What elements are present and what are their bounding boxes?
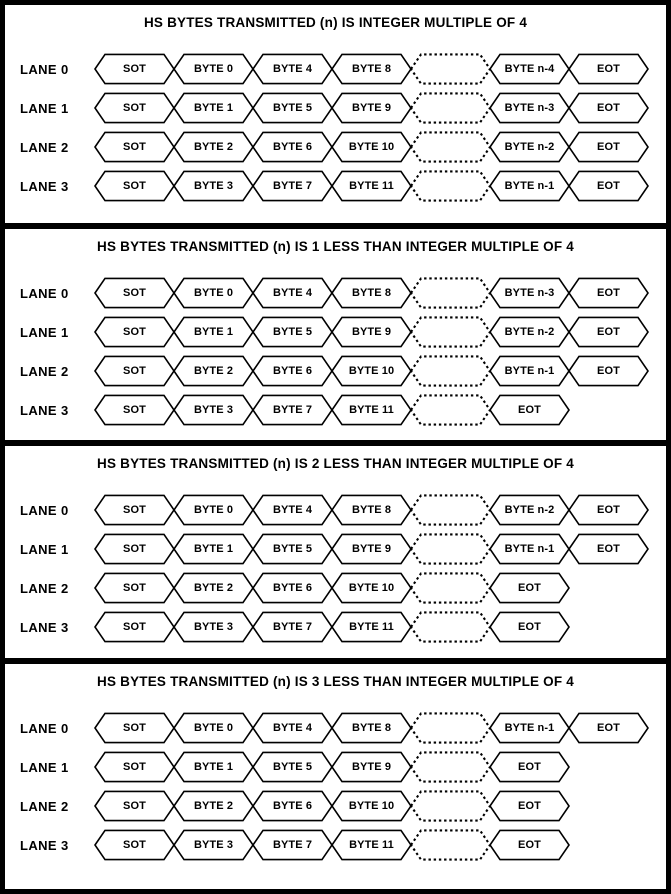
bus-segment-label: SOT — [123, 760, 146, 773]
panel-multiple-of-4 — [5, 5, 666, 223]
panel-title: HS BYTES TRANSMITTED (n) IS INTEGER MULTIPLE OF 4 — [143, 15, 528, 30]
bus-segment — [253, 494, 332, 526]
bus-segment-label: BYTE 2 — [193, 581, 234, 594]
bus-segment-label: BYTE 3 — [193, 838, 234, 851]
panel-title: HS BYTES TRANSMITTED (n) IS 3 LESS THAN INTEGER MULTIPLE OF 4 — [97, 674, 574, 689]
lane-row — [5, 790, 666, 822]
panel-title: HS BYTES TRANSMITTED (n) IS 1 LESS THAN INTEGER MULTIPLE OF 4 — [97, 239, 574, 254]
lane-label: LANE 2 — [20, 580, 69, 596]
bus-segment — [490, 92, 569, 124]
bus-segment — [253, 92, 332, 124]
bus-segment-label — [419, 533, 482, 564]
bus-segment-label — [419, 394, 482, 425]
bus-segment-label: EOT — [597, 364, 620, 377]
bus-segment — [174, 572, 253, 604]
bus-segment-label: BYTE 7 — [272, 403, 313, 416]
bus-segment — [332, 494, 411, 526]
bus-segment-label: EOT — [597, 286, 620, 299]
lane-cells — [95, 494, 648, 526]
bus-segment-label: BYTE 3 — [193, 403, 234, 416]
bus-segment — [490, 394, 569, 426]
bus-segment-label: SOT — [123, 620, 146, 633]
bus-segment — [332, 829, 411, 861]
bus-segment-continuation — [411, 712, 490, 744]
bus-segment-label: SOT — [123, 581, 146, 594]
lane-row — [5, 355, 666, 387]
bus-segment-label: BYTE 5 — [272, 101, 313, 114]
bus-segment-label: EOT — [597, 325, 620, 338]
bus-segment — [174, 394, 253, 426]
lane-cells — [95, 829, 569, 861]
bus-segment — [332, 92, 411, 124]
bus-segment-label: BYTE n-2 — [504, 503, 555, 516]
bus-segment-continuation — [411, 533, 490, 565]
bus-segment — [490, 751, 569, 783]
bus-segment — [95, 277, 174, 309]
bus-segment-label: BYTE 11 — [349, 620, 394, 633]
bus-segment-label: BYTE 1 — [193, 542, 234, 555]
bus-segment-label — [419, 790, 482, 821]
bus-segment — [174, 277, 253, 309]
bus-segment — [569, 533, 648, 565]
bus-segment — [332, 712, 411, 744]
bus-segment-label: BYTE 10 — [348, 581, 395, 594]
lane-row — [5, 572, 666, 604]
bus-segment-label: SOT — [123, 838, 146, 851]
bus-segment — [95, 572, 174, 604]
lane-label: LANE 0 — [20, 720, 69, 736]
bus-segment — [253, 829, 332, 861]
lane-label: LANE 2 — [20, 363, 69, 379]
bus-segment — [174, 131, 253, 163]
lane-cells — [95, 394, 569, 426]
panel-2-less-than-multiple-of-4 — [5, 440, 666, 658]
lane-row — [5, 829, 666, 861]
lane-label: LANE 2 — [20, 798, 69, 814]
bus-segment — [332, 572, 411, 604]
bus-segment-label: EOT — [597, 101, 620, 114]
bus-segment-label: BYTE 10 — [348, 799, 395, 812]
bus-segment-label: EOT — [518, 581, 541, 594]
bus-segment-label: BYTE 0 — [193, 286, 234, 299]
lane-label: LANE 1 — [20, 100, 69, 116]
bus-segment — [174, 355, 253, 387]
bus-segment-label: EOT — [597, 503, 620, 516]
bus-segment-label: BYTE 7 — [272, 838, 313, 851]
bus-segment — [490, 131, 569, 163]
bus-segment — [569, 131, 648, 163]
lane-label: LANE 0 — [20, 502, 69, 518]
bus-segment-label: SOT — [123, 364, 146, 377]
bus-segment-label: BYTE 1 — [193, 325, 234, 338]
lane-row — [5, 170, 666, 202]
bus-segment-continuation — [411, 751, 490, 783]
bus-segment-label: BYTE 11 — [349, 179, 394, 192]
bus-segment — [332, 131, 411, 163]
bus-segment — [253, 394, 332, 426]
bus-segment-label: EOT — [518, 620, 541, 633]
bus-segment-label — [419, 611, 482, 642]
lane-label: LANE 1 — [20, 324, 69, 340]
bus-segment-label: BYTE 0 — [193, 62, 234, 75]
bus-segment-label: BYTE 9 — [351, 325, 392, 338]
bus-segment-continuation — [411, 316, 490, 348]
bus-segment — [174, 494, 253, 526]
bus-segment — [174, 92, 253, 124]
bus-segment-label: SOT — [123, 101, 146, 114]
bus-segment-label: EOT — [518, 838, 541, 851]
bus-segment-continuation — [411, 53, 490, 85]
bus-segment-label — [419, 170, 482, 201]
bus-segment-label: SOT — [123, 542, 146, 555]
lane-label: LANE 2 — [20, 139, 69, 155]
lane-label: LANE 3 — [20, 402, 69, 418]
bus-segment-label — [419, 712, 482, 743]
bus-segment-label: BYTE 9 — [351, 542, 392, 555]
lane-cells — [95, 790, 569, 822]
bus-segment — [253, 572, 332, 604]
lane-cells — [95, 751, 569, 783]
bus-segment-label: EOT — [518, 760, 541, 773]
lane-label: LANE 3 — [20, 178, 69, 194]
lane-label: LANE 1 — [20, 759, 69, 775]
bus-segment-label: BYTE 5 — [272, 325, 313, 338]
bus-segment-label: BYTE n-3 — [504, 101, 555, 114]
bus-segment-label: BYTE 9 — [351, 101, 392, 114]
bus-segment — [95, 751, 174, 783]
bus-segment — [174, 170, 253, 202]
bus-segment — [95, 355, 174, 387]
bus-segment-continuation — [411, 790, 490, 822]
bus-segment-label: BYTE 7 — [272, 179, 313, 192]
bus-segment-label: BYTE 2 — [193, 140, 234, 153]
bus-segment-label: BYTE 11 — [349, 403, 394, 416]
bus-segment-label: BYTE 6 — [272, 581, 313, 594]
bus-segment-label: BYTE 5 — [272, 760, 313, 773]
lane-cells — [95, 53, 648, 85]
lane-row — [5, 316, 666, 348]
bus-segment — [253, 751, 332, 783]
lane-row — [5, 394, 666, 426]
bus-segment — [490, 494, 569, 526]
bus-segment-label: SOT — [123, 403, 146, 416]
lane-cells — [95, 170, 648, 202]
bus-segment-label: BYTE n-1 — [504, 721, 555, 734]
lane-row — [5, 131, 666, 163]
bus-segment-label: BYTE 2 — [193, 364, 234, 377]
bus-segment-continuation — [411, 611, 490, 643]
bus-segment — [95, 611, 174, 643]
bus-segment — [332, 170, 411, 202]
lane-cells — [95, 355, 648, 387]
lane-label: LANE 1 — [20, 541, 69, 557]
lane-label: LANE 0 — [20, 61, 69, 77]
bus-segment-label: BYTE 10 — [348, 364, 395, 377]
bus-segment-label — [419, 316, 482, 347]
bus-segment — [174, 316, 253, 348]
lane-label: LANE 3 — [20, 837, 69, 853]
bus-segment — [95, 53, 174, 85]
bus-segment-label: BYTE n-1 — [504, 179, 555, 192]
bus-segment — [490, 712, 569, 744]
bus-segment — [253, 170, 332, 202]
lane-cells — [95, 611, 569, 643]
bus-segment-label — [419, 572, 482, 603]
bus-segment — [253, 53, 332, 85]
bus-segment-label: BYTE 5 — [272, 542, 313, 555]
bus-segment — [253, 790, 332, 822]
bus-segment — [490, 611, 569, 643]
bus-segment — [174, 533, 253, 565]
bus-segment — [569, 92, 648, 124]
bus-segment-label: SOT — [123, 799, 146, 812]
bus-segment-label: BYTE 3 — [193, 179, 234, 192]
bus-segment — [569, 712, 648, 744]
panel-title: HS BYTES TRANSMITTED (n) IS 2 LESS THAN INTEGER MULTIPLE OF 4 — [97, 456, 574, 471]
lane-row — [5, 494, 666, 526]
bus-segment-label: SOT — [123, 286, 146, 299]
bus-segment — [95, 494, 174, 526]
bus-segment — [332, 277, 411, 309]
bus-segment-label: BYTE n-2 — [504, 325, 555, 338]
bus-segment-label: BYTE 0 — [193, 721, 234, 734]
lane-row — [5, 53, 666, 85]
bus-segment-continuation — [411, 355, 490, 387]
bus-segment-continuation — [411, 277, 490, 309]
bus-segment-label: EOT — [597, 542, 620, 555]
lane-cells — [95, 712, 648, 744]
lane-cells — [95, 131, 648, 163]
bus-segment — [569, 355, 648, 387]
bus-segment-label: EOT — [597, 140, 620, 153]
bus-segment — [569, 494, 648, 526]
bus-segment-continuation — [411, 92, 490, 124]
bus-segment-label: SOT — [123, 721, 146, 734]
bus-segment-label: BYTE 1 — [193, 760, 234, 773]
bus-segment — [569, 316, 648, 348]
bus-segment-label: SOT — [123, 325, 146, 338]
bus-segment-label: BYTE 6 — [272, 140, 313, 153]
bus-segment — [490, 533, 569, 565]
bus-segment — [490, 790, 569, 822]
bus-segment-label — [419, 131, 482, 162]
bus-segment — [174, 790, 253, 822]
bus-segment-continuation — [411, 572, 490, 604]
bus-segment-label: BYTE n-4 — [504, 62, 555, 75]
bus-segment — [332, 394, 411, 426]
bus-segment-label: BYTE 8 — [351, 721, 392, 734]
bus-segment — [253, 611, 332, 643]
bus-segment-label: BYTE 8 — [351, 286, 392, 299]
bus-segment — [253, 712, 332, 744]
lane-label: LANE 3 — [20, 619, 69, 635]
bus-segment-label: BYTE 8 — [351, 62, 392, 75]
bus-segment — [332, 53, 411, 85]
bus-segment — [490, 829, 569, 861]
bus-segment-label: BYTE 10 — [348, 140, 395, 153]
bus-segment-label: BYTE n-1 — [504, 364, 555, 377]
bus-segment — [569, 170, 648, 202]
bus-segment — [332, 533, 411, 565]
bus-segment-label — [419, 277, 482, 308]
bus-segment-label: SOT — [123, 179, 146, 192]
bus-segment-label: BYTE 0 — [193, 503, 234, 516]
lane-row — [5, 92, 666, 124]
bus-segment — [569, 53, 648, 85]
bus-segment — [332, 316, 411, 348]
bus-segment-continuation — [411, 170, 490, 202]
bus-segment-label — [419, 53, 482, 84]
bus-segment — [253, 316, 332, 348]
bus-segment-label — [419, 355, 482, 386]
bus-segment — [174, 712, 253, 744]
bus-segment-label — [419, 494, 482, 525]
bus-segment — [95, 533, 174, 565]
bus-segment — [95, 170, 174, 202]
bus-segment-label: BYTE 9 — [351, 760, 392, 773]
bus-segment — [253, 533, 332, 565]
bus-segment — [95, 712, 174, 744]
bus-segment — [332, 790, 411, 822]
bus-segment-label: BYTE 3 — [193, 620, 234, 633]
bus-segment-label: BYTE 6 — [272, 799, 313, 812]
bus-segment-label — [419, 92, 482, 123]
bus-segment — [253, 277, 332, 309]
bus-segment-label: EOT — [597, 62, 620, 75]
bus-segment — [95, 131, 174, 163]
bus-segment-label: EOT — [518, 403, 541, 416]
bus-segment — [95, 790, 174, 822]
bus-segment — [569, 277, 648, 309]
bus-segment-continuation — [411, 829, 490, 861]
lane-row — [5, 533, 666, 565]
bus-segment-label: SOT — [123, 62, 146, 75]
bus-segment-label: BYTE n-2 — [504, 140, 555, 153]
bus-segment — [253, 355, 332, 387]
bus-segment-label: EOT — [597, 721, 620, 734]
bus-segment-label: SOT — [123, 140, 146, 153]
bus-segment-label: EOT — [597, 179, 620, 192]
bus-segment — [490, 53, 569, 85]
bus-segment — [95, 92, 174, 124]
bus-segment — [332, 611, 411, 643]
bus-segment-label: EOT — [518, 799, 541, 812]
bus-segment-label: BYTE 4 — [272, 503, 313, 516]
bus-segment — [490, 170, 569, 202]
bus-segment-label: BYTE 6 — [272, 364, 313, 377]
bus-segment — [95, 829, 174, 861]
bus-segment — [332, 751, 411, 783]
bus-segment — [490, 316, 569, 348]
bus-segment — [253, 131, 332, 163]
bus-segment — [174, 751, 253, 783]
bus-segment-label: BYTE 2 — [193, 799, 234, 812]
bus-segment-label: BYTE 11 — [349, 838, 394, 851]
bus-segment — [332, 355, 411, 387]
lane-label: LANE 0 — [20, 285, 69, 301]
bus-segment — [490, 572, 569, 604]
bus-segment-label — [419, 829, 482, 860]
bus-segment — [490, 355, 569, 387]
lane-cells — [95, 316, 648, 348]
bus-segment — [490, 277, 569, 309]
bus-segment-label — [419, 751, 482, 782]
bus-segment-label: BYTE n-1 — [504, 542, 555, 555]
bus-segment — [95, 394, 174, 426]
lane-row — [5, 277, 666, 309]
bus-segment-continuation — [411, 131, 490, 163]
lane-cells — [95, 533, 648, 565]
lane-row — [5, 611, 666, 643]
bus-segment-continuation — [411, 394, 490, 426]
bus-segment — [174, 829, 253, 861]
bus-segment — [174, 53, 253, 85]
bus-segment-label: BYTE 4 — [272, 286, 313, 299]
lane-cells — [95, 92, 648, 124]
lane-row — [5, 712, 666, 744]
bus-segment — [174, 611, 253, 643]
bus-segment-label: BYTE 4 — [272, 721, 313, 734]
bus-segment-label: BYTE 4 — [272, 62, 313, 75]
bus-segment-label: BYTE 1 — [193, 101, 234, 114]
bus-segment-label: BYTE 8 — [351, 503, 392, 516]
lane-cells — [95, 572, 569, 604]
bus-segment-label: SOT — [123, 503, 146, 516]
panel-1-less-than-multiple-of-4 — [5, 223, 666, 440]
bus-segment — [95, 316, 174, 348]
lane-cells — [95, 277, 648, 309]
lane-row — [5, 751, 666, 783]
bus-segment-label: BYTE 7 — [272, 620, 313, 633]
bus-segment-continuation — [411, 494, 490, 526]
bus-segment-label: BYTE n-3 — [504, 286, 555, 299]
panel-3-less-than-multiple-of-4 — [5, 658, 666, 889]
